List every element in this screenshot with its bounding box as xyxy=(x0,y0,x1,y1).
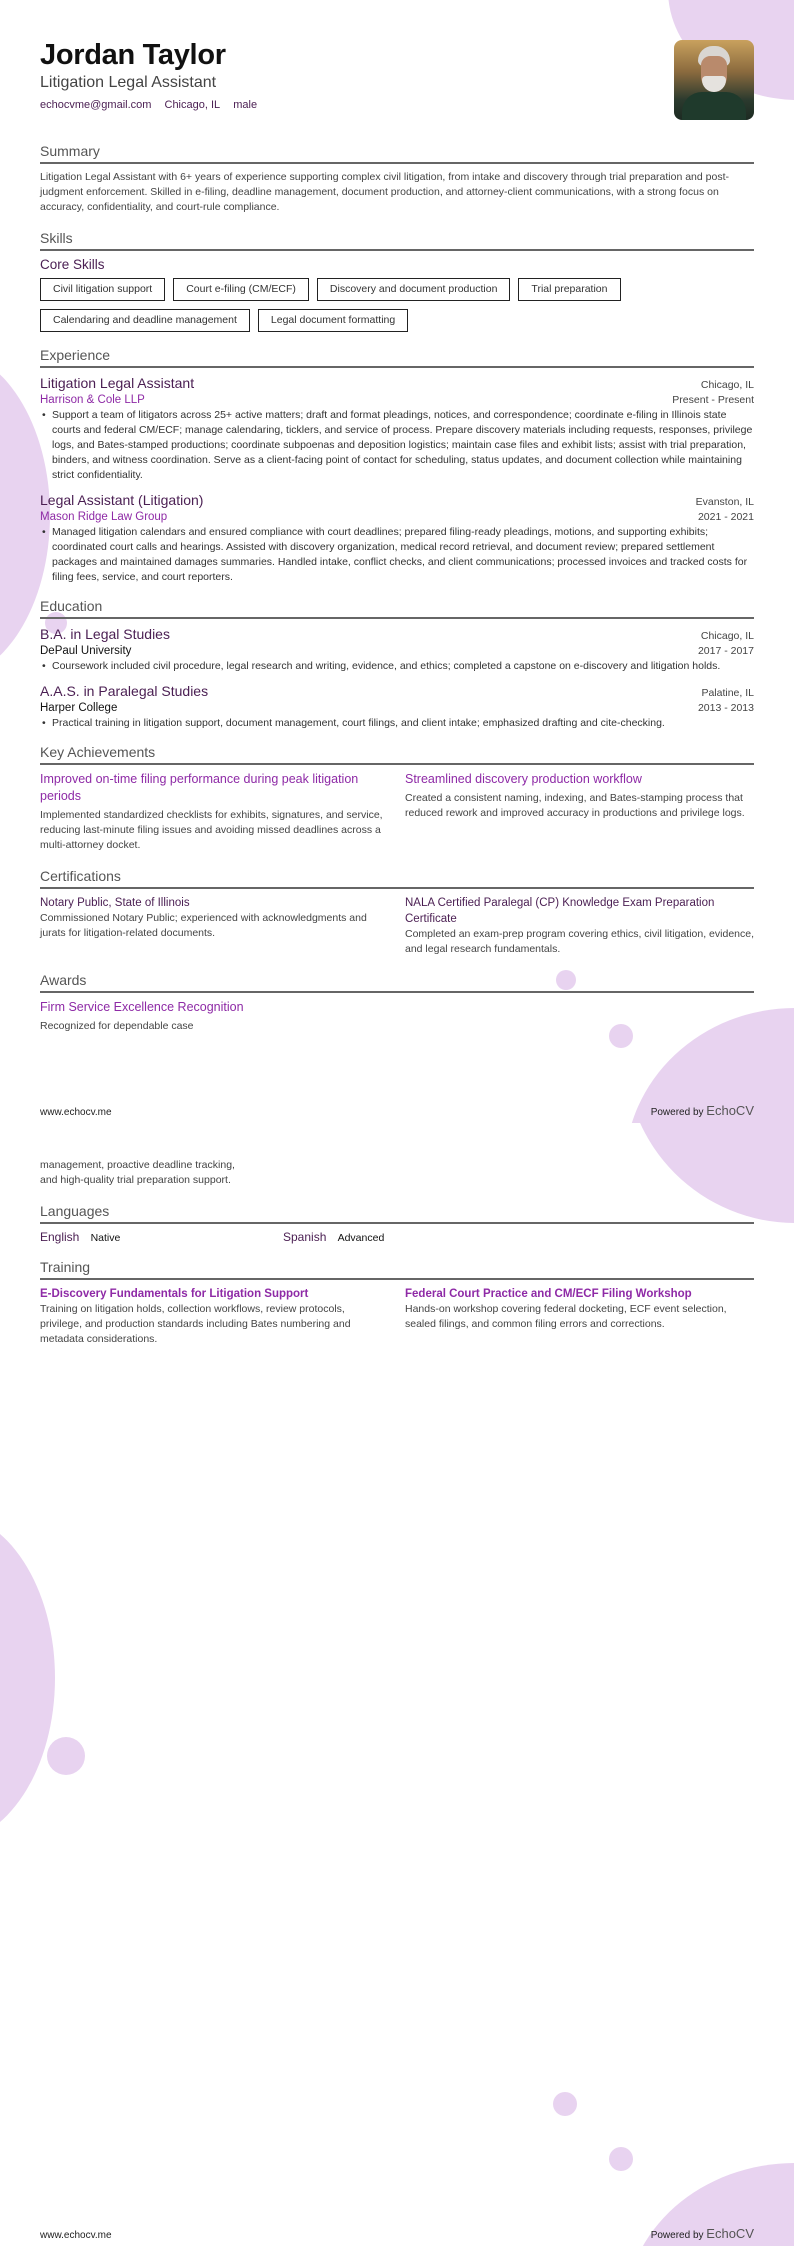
job-bullet: • Managed litigation calendars and ensured compliance with court deadlines; prepared filing-ready pleadings, motions, and supporting exhibits; coordinated court calls and hearings. Assisted with discovery organization, medical record retrieval, and document review; prepared settlement packages and maintained damages summaries. Handled intake, conflict checks, and client communications; processed invoices and tracked costs for filing fees, service, and court reporters. xyxy=(40,525,754,585)
award-desc-line: management, proactive deadline tracking, xyxy=(40,1159,235,1171)
summary-section xyxy=(40,142,754,215)
school-location: Palatine, IL xyxy=(701,687,754,699)
section-heading-languages: Languages xyxy=(40,1202,754,1224)
degree: A.A.S. in Paralegal Studies xyxy=(40,683,209,699)
languages-section xyxy=(40,1202,754,1244)
candidate-title: Litigation Legal Assistant xyxy=(40,74,217,91)
contact-location: Chicago, IL xyxy=(164,99,221,111)
achievement-desc: Implemented standardized checklists for exhibits, signatures, and service, reducing last-minute filing issues and avoiding missed deadlines across a multi-attorney docket. xyxy=(40,809,383,851)
skill-chip-list xyxy=(40,278,754,332)
certification-item xyxy=(40,895,389,957)
training-section xyxy=(40,1258,754,1347)
school-location: Chicago, IL xyxy=(700,630,754,642)
certification-desc: Commissioned Notary Public; experienced with acknowledgments and jurats for litigation-related documents. xyxy=(40,912,367,939)
achievement-title: Streamlined discovery production workflow xyxy=(405,772,642,786)
contact-line xyxy=(40,99,754,111)
achievement-title: Improved on-time filing performance during peak litigation periods xyxy=(40,772,359,803)
section-heading-education: Education xyxy=(40,597,754,619)
school-name: Harper College xyxy=(40,702,118,714)
achievements-section xyxy=(40,743,754,853)
job-title: Litigation Legal Assistant xyxy=(40,375,195,391)
decor-blob-left xyxy=(0,1513,55,1843)
education-item xyxy=(40,682,754,731)
degree: B.A. in Legal Studies xyxy=(40,626,170,642)
achievement-item xyxy=(405,771,754,853)
powered-by xyxy=(651,1103,754,1118)
summary-text: Litigation Legal Assistant with 6+ years of experience supporting complex civil litigation, from intake and discovery through trial preparation and post-judgment enforcement. Skilled in e-filing, deadline management, document production, and attorney-client communications, with a strong focus on accuracy, confidentiality, and court-rule compliance. xyxy=(40,171,730,213)
powered-by-label: Powered by xyxy=(650,1107,704,1118)
page-footer xyxy=(40,2226,754,2241)
profile-photo xyxy=(674,40,754,120)
skill-chip: Civil litigation support xyxy=(40,278,165,301)
education-bullet: • Practical training in litigation support, document management, court filings, and client intake; emphasized drafting and cite-checking. xyxy=(40,716,754,731)
experience-item xyxy=(40,374,754,483)
skill-chip: Calendaring and deadline management xyxy=(40,309,250,332)
award-desc-line: and high-quality trial preparation support. xyxy=(40,1174,231,1186)
resume-page-2 xyxy=(0,1123,794,2246)
decor-dot-upper xyxy=(553,2092,577,2116)
education-section xyxy=(40,597,754,731)
language-name: Spanish xyxy=(283,1230,327,1244)
brand-name[interactable]: EchoCV xyxy=(706,2226,754,2241)
experience-section xyxy=(40,346,754,585)
certification-title: NALA Certified Paralegal (CP) Knowledge Exam Preparation Certificate xyxy=(405,897,715,925)
education-item xyxy=(40,625,754,674)
certification-desc: Completed an exam-prep program covering ethics, civil litigation, evidence, and legal research fundamentals. xyxy=(405,928,755,955)
training-desc: Hands-on workshop covering federal docketing, ECF event selection, sealed filings, and common filing errors and corrections. xyxy=(405,1303,727,1330)
certification-title: Notary Public, State of Illinois xyxy=(40,897,190,909)
employer: Mason Ridge Law Group xyxy=(40,511,168,523)
training-title: Federal Court Practice and CM/ECF Filing Workshop xyxy=(405,1288,692,1300)
employer: Harrison & Cole LLP xyxy=(40,394,145,406)
powered-by-label: Powered by xyxy=(650,2230,704,2241)
language-name: English xyxy=(40,1230,80,1244)
education-dates: 2013 - 2013 xyxy=(697,702,754,714)
brand-name[interactable]: EchoCV xyxy=(706,1103,754,1118)
skill-chip: Court e-filing (CM/ECF) xyxy=(173,278,309,301)
skills-section xyxy=(40,229,754,332)
training-item xyxy=(405,1286,754,1347)
training-title: E-Discovery Fundamentals for Litigation Support xyxy=(40,1288,309,1300)
language-level: Native xyxy=(90,1232,121,1244)
education-dates: 2017 - 2017 xyxy=(697,645,754,657)
achievement-desc: Created a consistent naming, indexing, and Bates-stamping process that reduced rework and improved accuracy in productions and privilege logs. xyxy=(405,792,745,819)
job-bullet: • Support a team of litigators across 25+ active matters; draft and format pleadings, notices, and correspondence; coordinate e-filing in Illinois state courts and federal CM/ECF; manage calendaring, ticklers, and service of process. Prepare discovery materials including requests, responses, privilege logs, and Bates-stamped productions; coordinate subpoenas and deposition logistics; maintain case files and exhibit lists; assist with trial preparation, binders, and witness coordination. Serve as a client-facing point of contact for scheduling, status updates, and document collection while maintaining strict confidentiality. xyxy=(40,408,754,483)
awards-section xyxy=(40,971,754,1034)
certifications-section xyxy=(40,867,754,957)
skill-chip: Legal document formatting xyxy=(258,309,408,332)
education-bullet: • Coursework included civil procedure, legal research and writing, evidence, and ethics; completed a capstone on e-discovery and litigation holds. xyxy=(40,659,754,674)
page-footer xyxy=(40,1103,754,1118)
school-name: DePaul University xyxy=(40,645,132,657)
award-title: Firm Service Excellence Recognition xyxy=(40,1000,244,1014)
section-heading-achievements: Key Achievements xyxy=(40,743,754,765)
powered-by xyxy=(651,2226,754,2241)
section-heading-certifications: Certifications xyxy=(40,867,754,889)
award-desc-continued xyxy=(40,1158,754,1188)
section-heading-summary: Summary xyxy=(40,142,754,164)
decor-dot-lower xyxy=(609,2147,633,2171)
skills-group-label: Core Skills xyxy=(40,257,105,272)
job-dates: Present - Present xyxy=(672,394,754,406)
section-heading-skills: Skills xyxy=(40,229,754,251)
job-title: Legal Assistant (Litigation) xyxy=(40,492,204,508)
job-location: Chicago, IL xyxy=(700,379,754,391)
language-level: Advanced xyxy=(337,1232,385,1244)
skill-chip: Discovery and document production xyxy=(317,278,511,301)
section-heading-awards: Awards xyxy=(40,971,754,993)
language-item xyxy=(40,1230,283,1244)
section-heading-experience: Experience xyxy=(40,346,754,368)
resume-header xyxy=(40,0,754,132)
training-desc: Training on litigation holds, collection workflows, review protocols, privilege, and production standards including Bates numbering and metadata considerations. xyxy=(40,1303,351,1345)
section-heading-training: Training xyxy=(40,1258,754,1280)
certification-item xyxy=(405,895,754,957)
job-location: Evanston, IL xyxy=(695,496,754,508)
skill-chip: Trial preparation xyxy=(518,278,620,301)
training-item xyxy=(40,1286,389,1347)
language-item xyxy=(283,1230,526,1244)
footer-site-link[interactable]: www.echocv.me xyxy=(40,1107,112,1118)
experience-item xyxy=(40,491,754,585)
job-dates: 2021 - 2021 xyxy=(697,511,754,523)
contact-gender: male xyxy=(233,99,258,111)
contact-email[interactable]: echocvme@gmail.com xyxy=(40,99,152,111)
achievement-item xyxy=(40,771,389,853)
award-desc: Recognized for dependable case xyxy=(40,1020,194,1032)
footer-site-link[interactable]: www.echocv.me xyxy=(40,2230,112,2241)
decor-dot-left xyxy=(47,1737,85,1775)
candidate-name: Jordan Taylor xyxy=(40,39,226,71)
